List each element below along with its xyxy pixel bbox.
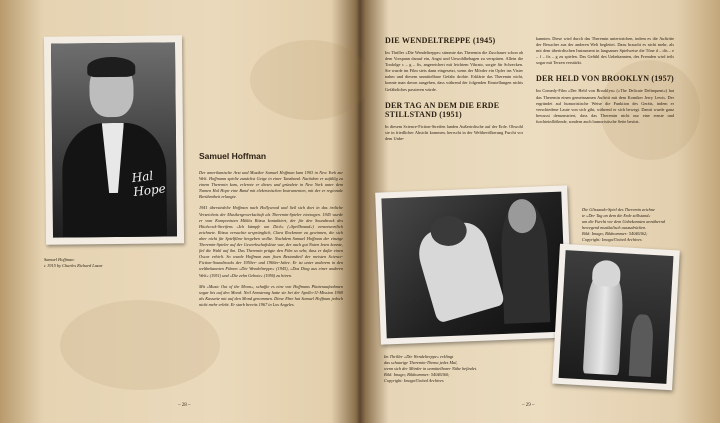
caption-line: Copyright: Imago/United Archives	[582, 237, 642, 242]
film-still-robot	[552, 244, 680, 390]
caption-line: Samuel Hoffman:	[44, 257, 75, 262]
caption-line: te »Der Tag an dem die Erde stillstand«	[582, 213, 651, 218]
paper-stain	[250, 40, 370, 120]
caption-line: Copyright: Imago/United Archives	[384, 378, 444, 383]
caption-line: das schaurige Theremin-Thema jedes Mal,	[384, 360, 458, 365]
photo-signature: Hal Hope	[130, 168, 167, 200]
page-number-right: – 29 –	[522, 403, 535, 408]
section-text: In diesem Science-Fiction-Streifen landen Außerirdische auf der Erde. Obwohl sie in friedlicher Absicht kommen, herrscht in der Weltbevölkerung Furcht vor dem Unbe-	[385, 123, 523, 141]
section-heading: DIE WENDELTREPPE (1945)	[385, 36, 496, 45]
section-text: kannten. Diese wird durch das Theremin unterstrichen, indem es die Auftritte der Besucher aus der anderen Welt begleitet. Dazu braucht es nicht mehr, als mit dem überirdischen Instrument in langsamer Spielweise die Töne d – dis – e – f – fis – g zu spielen. Das Gefühl des Unbekannten, des Fremden wird teils sogar mit Terzen verstärkt.	[536, 36, 674, 66]
caption-line: Im Thriller »Die Wendeltreppe« erklingt	[384, 354, 454, 359]
samuel-hoffman-photo	[44, 35, 184, 244]
bio-paragraph: Der amerikanische Arzt und Musiker Samuel Hoffman kam 1903 in New York zur Welt. Hoffmann spielte zunächst Geige in einer Tanzband. Nachdem er zufällig zu einem Theremin kam, erlernte er dieses und gründete in New York unter dem Namen Hal Hope eine Band mit elektronischen Instrumenten, mit der er regionale Berühmtheit erlangte.	[199, 170, 343, 200]
section-heading: DER TAG AN DEM DIE ERDE STILLSTAND (1951)	[385, 100, 500, 119]
text-column-2	[536, 36, 674, 133]
photo-caption-1	[384, 354, 524, 384]
caption-line: Die Glissando-Spiel des Theremin zeichne	[582, 207, 655, 212]
text-column-1	[385, 36, 523, 150]
page-number-left: – 28 –	[178, 403, 191, 408]
film-still-wendeltreppe	[375, 185, 573, 344]
caption-line: wenn sich der Mörder in unmittelbarer Nähe befindet.	[384, 366, 478, 371]
photo-caption-2	[582, 207, 692, 243]
caption-line: c 1915 by Charles Richard Lazar	[44, 263, 103, 268]
photo-caption-left	[44, 257, 154, 269]
biography-box	[199, 151, 343, 313]
section-text: Im Comedy-Film »Der Held von Brooklyn« (»The Delicate Delinquent«) hat das Theremin einen gemeinsamen Auftritt mit dem Komiker Jerry Lewis. Der ergründet auf humoristische Weise die Funktion des Geräts, indem er verschiedene Laute von sich gibt, während er sich bewegt. Damit wurde ganz bewusst demonstriert, dass das Theremin nicht nur eine ernste und furchteinflößende, sondern auch humoristische Seite besitzt.	[536, 88, 674, 124]
caption-line: Bild: Imago; Bildnummer: 54046360;	[384, 372, 450, 377]
paper-stain	[60, 300, 220, 390]
section-text: Im Thriller »Die Wendeltreppe« stimmte das Theremin die Zuschauer schon ab dem Vorspann darauf ein, Angst und Unwohlbehagen zu verspüren. Allein die Tonfolge c – g – fis, angereichert mit leichtem Vibrato, sorgte für Schrecken. Sie wurde im Film stets dann eingesetzt, wenn der Mörder ein Opfer ins Visier nahm und diesem unmittelbare Gefahr drohte. Erklärte das Theremin nicht, konnte man davon ausgehen, dass während der folgenden Einstellungen nichts Gefährliches passieren würde.	[385, 50, 523, 92]
bio-paragraph: 1941 übersiedelte Hoffman nach Hollywood und ließ sich dort in das örtliche Verzeichnis der Musikergewerkschaft als Theremin-Spieler eintragen. 1945 wurde er vom Komponisten Miklós Rózsa kontaktiert, der für den Soundtrack des Hitchcock-Streifens »Ich kämpfe um Dich« (»Spellbound«) verantwortlich zeichnete. Rózsa versuchte ursprünglich, Clara Rockmore zu gewinnen, die sich aber nicht für Spielfilme hergeben wollte. Nachdem Samuel Hoffman der einzige Theremin-Spieler auf der Gewerkschaftsliste war, der auch gut Noten lesen konnte, fiel die Wahl auf ihn. Das Theremin prägte den Film so sehr, dass er dafür einen Oscar erhielt. So wurde Hoffman zum fixen Bestandteil der meisten Science-Fiction-Soundtracks der 1950er- und 1960er-Jahre. Er ist unter anderem in den weltbekannten Filmen »Die Wendeltreppe« (1945), »Das Ding aus einer anderen Welt« (1951) und »Die zehn Gebote« (1956) zu hören.	[199, 205, 343, 278]
bio-paragraph: Mit »Music Out of the Moon«, schaffte es eine von Hoffmans Plattenaufnahmen sogar bis auf den Mond: Neil Armstrong hatte sie bei der Apollo-11-Mission 1969 als Kassette mit auf den Mond genommen. Diese Ehre hat Samuel Hoffman jedoch nicht mehr erlebt. Er starb bereits 1967 in Los Angeles.	[199, 283, 343, 307]
caption-line: bewegend musikalisch auszudrücken.	[582, 225, 647, 230]
caption-line: Bild: Imago; Bildnummer: 54046362;	[582, 231, 648, 236]
caption-line: um die Furcht vor dem Unbekannten annähernd	[582, 219, 665, 224]
section-heading: DER HELD VON BROOKLYN (1957)	[536, 74, 674, 84]
bio-title: Samuel Hoffman	[199, 151, 267, 161]
